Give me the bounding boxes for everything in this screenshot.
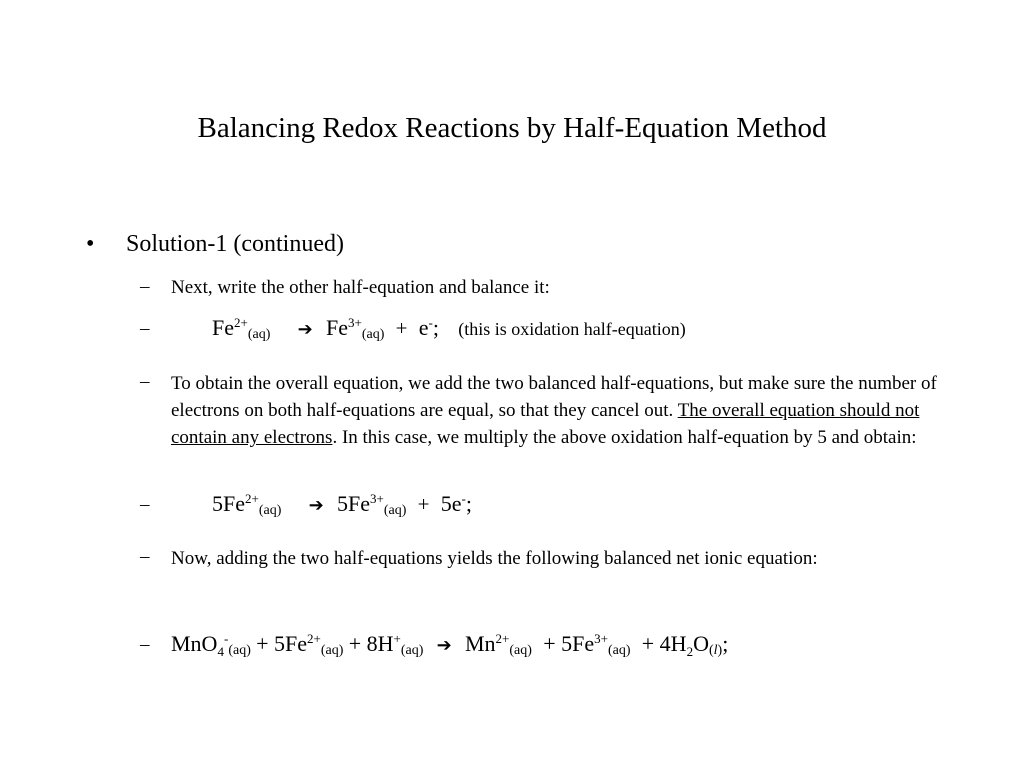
manganese-term: Mn — [464, 631, 496, 656]
oxidation-half-equation — [212, 314, 686, 348]
dash-marker: – — [140, 494, 150, 515]
state: (aq) — [228, 643, 251, 658]
plus-sign: + — [395, 316, 408, 340]
step-adding-text: Now, adding the two half-equations yields the following balanced net ionic equation: — [171, 548, 818, 569]
net-ionic-equation — [171, 630, 728, 664]
oxygen: O — [693, 631, 709, 656]
arrow-icon: ➔ — [436, 635, 452, 655]
charge: - — [223, 631, 229, 646]
dash-marker: – — [140, 318, 150, 339]
water-term: + 4H — [641, 631, 687, 656]
equation-note: (this is oxidation half-equation) — [458, 319, 686, 339]
reactant: Fe — [212, 315, 234, 340]
dash-marker: – — [140, 371, 150, 392]
state: (aq) — [361, 327, 385, 342]
terminator: ; — [465, 491, 472, 516]
state-close: ) — [717, 643, 723, 658]
iron-iii-term: + 5Fe — [543, 631, 595, 656]
terminator: ; — [722, 631, 729, 656]
step-overall-paragraph — [171, 370, 951, 451]
electron: 5e — [440, 491, 462, 516]
charge: 3+ — [348, 315, 362, 330]
charge: - — [461, 491, 466, 506]
charge: 2+ — [245, 491, 259, 506]
dash-marker: – — [140, 276, 150, 297]
state: (aq) — [383, 503, 407, 518]
subscript: 4 — [217, 644, 224, 660]
state: (aq) — [320, 643, 344, 658]
state-liquid: l — [713, 643, 718, 658]
dash-marker: – — [140, 634, 150, 655]
charge: 2+ — [234, 315, 248, 330]
product: Fe — [326, 315, 348, 340]
iron-ii-term: + 5Fe — [256, 631, 308, 656]
charge: 2+ — [307, 631, 321, 646]
state: (aq) — [258, 503, 282, 518]
state: (aq) — [607, 643, 631, 658]
electron: e — [418, 315, 429, 340]
dash-marker: – — [140, 546, 150, 567]
subscript: 2 — [686, 644, 694, 660]
paragraph-part-a: To obtain the overall equation, we add the two balanced half-equations, but make sure the number of electrons on both half-equations are equal, so that they cancel out. — [171, 373, 937, 421]
multiplied-half-equation — [212, 490, 472, 524]
charge: 3+ — [370, 491, 384, 506]
permanganate: MnO — [171, 631, 218, 656]
charge: + — [393, 631, 401, 646]
charge: 3+ — [594, 631, 608, 646]
state: (aq) — [509, 643, 532, 658]
plus-sign: + — [417, 492, 430, 516]
terminator: ; — [432, 315, 439, 340]
arrow-icon: ➔ — [297, 319, 313, 339]
bullet-icon: • — [86, 231, 95, 257]
arrow-icon: ➔ — [308, 495, 324, 515]
slide-title: Balancing Redox Reactions by Half-Equation Method — [197, 112, 827, 144]
state: (aq) — [247, 327, 271, 342]
product: 5Fe — [337, 491, 370, 516]
state-open: ( — [708, 643, 714, 658]
hydrogen-term: + 8H — [348, 631, 394, 656]
charge: - — [428, 315, 433, 330]
underlined-rule: The overall equation should not contain any electrons — [171, 400, 920, 448]
step-next-text: Next, write the other half-equation and balance it: — [171, 277, 550, 298]
paragraph-part-b: . In this case, we multiply the above oxidation half-equation by 5 and obtain: — [332, 427, 917, 448]
charge: 2+ — [495, 631, 510, 646]
state: (aq) — [400, 643, 424, 658]
reactant: 5Fe — [212, 491, 245, 516]
bullet-solution — [86, 231, 344, 258]
solution-heading: Solution-1 (continued) — [126, 231, 344, 257]
